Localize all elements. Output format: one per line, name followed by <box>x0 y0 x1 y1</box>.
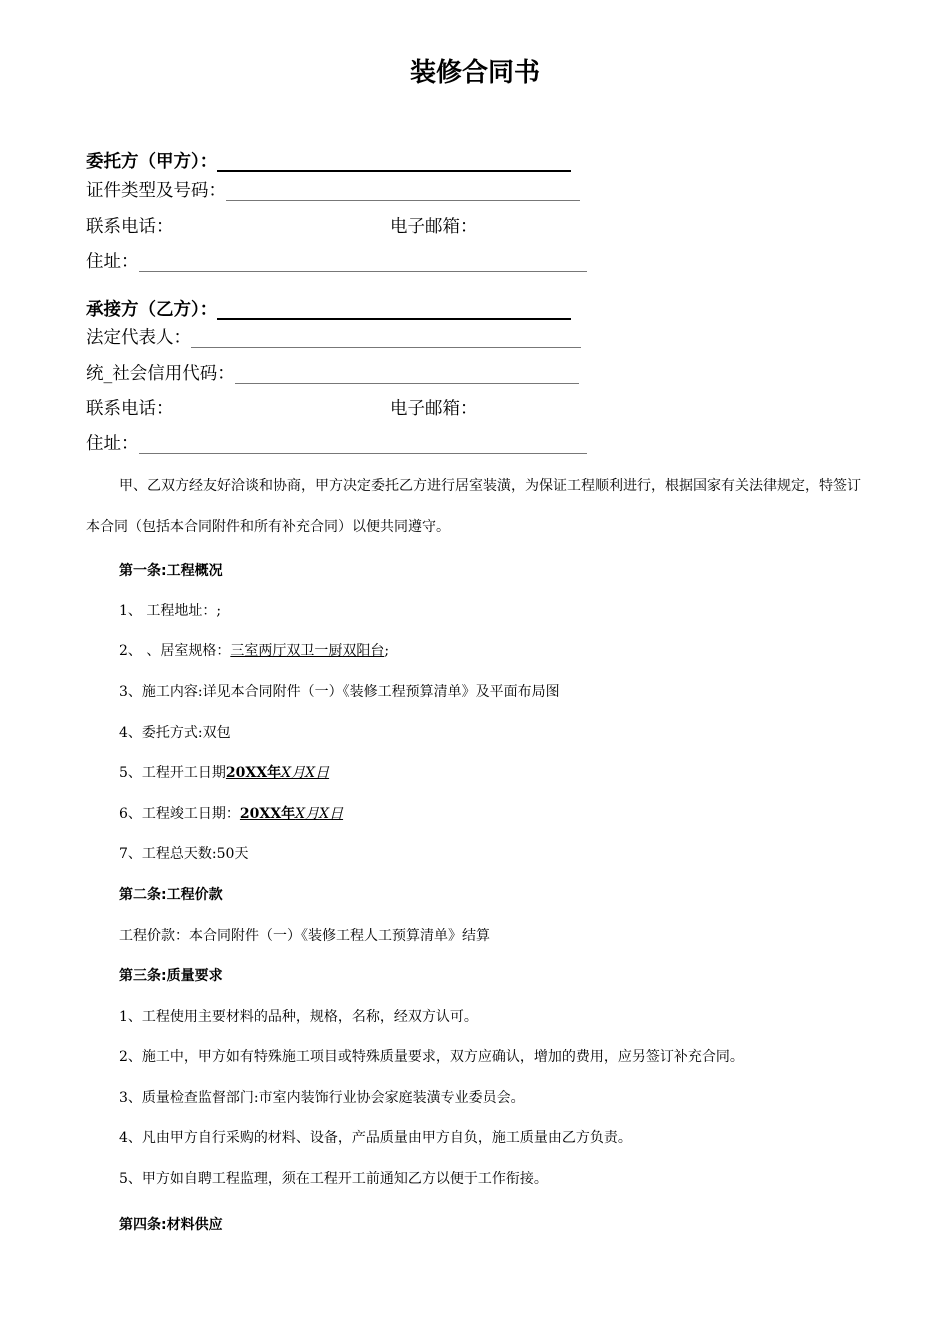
article-3-heading: 第三条:质量要求 <box>119 968 223 984</box>
party-b-name-field[interactable] <box>217 300 571 320</box>
item-2-suffix: ; <box>384 643 390 659</box>
article-1-heading: 第一条:工程概况 <box>119 563 223 579</box>
article-1-item-5 <box>119 762 329 782</box>
article-1-item-1: 1、 工程地址：; <box>119 603 222 619</box>
party-b-phone-label: 联系电话： <box>86 399 174 419</box>
party-b-label: 承接方（乙方）： <box>86 300 218 320</box>
party-a-address-row <box>86 252 587 272</box>
party-b-rep-field[interactable] <box>191 329 581 348</box>
party-b-address-field[interactable] <box>139 435 587 454</box>
party-a-email-label: 电子邮箱： <box>390 217 478 237</box>
party-b-credit-row <box>86 364 579 384</box>
article-3-item-2: 2、施工中，甲方如有特殊施工项目或特殊质量要求，双方应确认，增加的费用，应另签订补充合同。 <box>119 1049 744 1065</box>
article-2-heading: 第二条:工程价款 <box>119 887 223 903</box>
party-a-row <box>86 152 571 172</box>
article-1-item-4: 4、委托方式:双包 <box>119 725 231 741</box>
document-title: 装修合同书 <box>409 58 540 88</box>
party-b-email-label: 电子邮箱： <box>390 399 478 419</box>
item-2-prefix: 2、 、居室规格： <box>119 643 231 659</box>
article-3-item-4: 4、凡由甲方自行采购的材料、设备，产品质量由甲方自负，施工质量由乙方负责。 <box>119 1130 632 1146</box>
article-1-item-6 <box>119 803 343 823</box>
party-b-rep-row <box>86 328 581 348</box>
article-3-item-3: 3、质量检查监督部门:市室内装饰行业协会家庭装潢专业委员会。 <box>119 1090 525 1106</box>
party-a-address-field[interactable] <box>139 253 587 272</box>
article-1-item-7: 7、工程总天数:50天 <box>119 846 249 862</box>
party-a-id-label: 证件类型及号码： <box>86 181 226 201</box>
party-a-name-field[interactable] <box>217 152 571 172</box>
party-b-credit-field[interactable] <box>235 365 579 384</box>
party-b-row <box>86 300 571 320</box>
party-a-id-row <box>86 181 580 201</box>
room-spec-value: 三室两厅双卫一厨双阳台 <box>230 643 385 659</box>
party-b-address-label: 住址： <box>86 434 139 454</box>
party-b-rep-label: 法定代表人： <box>86 328 191 348</box>
article-1-item-3: 3、施工内容:详见本合同附件（一）《装修工程预算清单》及平面布局图 <box>119 684 560 700</box>
party-b-credit-label: 统_社会信用代码： <box>86 364 235 384</box>
start-date-label: 5、工程开工日期 <box>119 765 226 781</box>
intro-paragraph: 甲、乙双方经友好洽谈和协商，甲方决定委托乙方进行居室装潢，为保证工程顺利进行，根据国家有关法律规定，特签订本合同（包括本合同附件和所有补充合同）以便共同遵守。 <box>86 478 861 535</box>
article-2-text: 工程价款：本合同附件（一）《装修工程人工预算清单》结算 <box>119 928 490 944</box>
party-a-id-field[interactable] <box>226 182 580 201</box>
article-4-heading: 第四条:材料供应 <box>119 1217 223 1233</box>
party-a-address-label: 住址： <box>86 252 139 272</box>
article-3-item-5: 5、甲方如自聘工程监理，须在工程开工前通知乙方以便于工作衔接。 <box>119 1171 548 1187</box>
article-1-item-2 <box>119 640 389 660</box>
end-date-label: 6、工程竣工日期： <box>119 806 240 822</box>
article-3-item-1: 1、工程使用主要材料的品种，规格，名称，经双方认可。 <box>119 1009 478 1025</box>
end-date-value: 20XX年X月X日 <box>239 806 344 822</box>
party-a-phone-label: 联系电话： <box>86 217 174 237</box>
party-b-address-row <box>86 434 587 454</box>
start-date-value: 20XX年X月X日 <box>225 765 330 781</box>
party-a-label: 委托方（甲方）： <box>86 152 218 172</box>
